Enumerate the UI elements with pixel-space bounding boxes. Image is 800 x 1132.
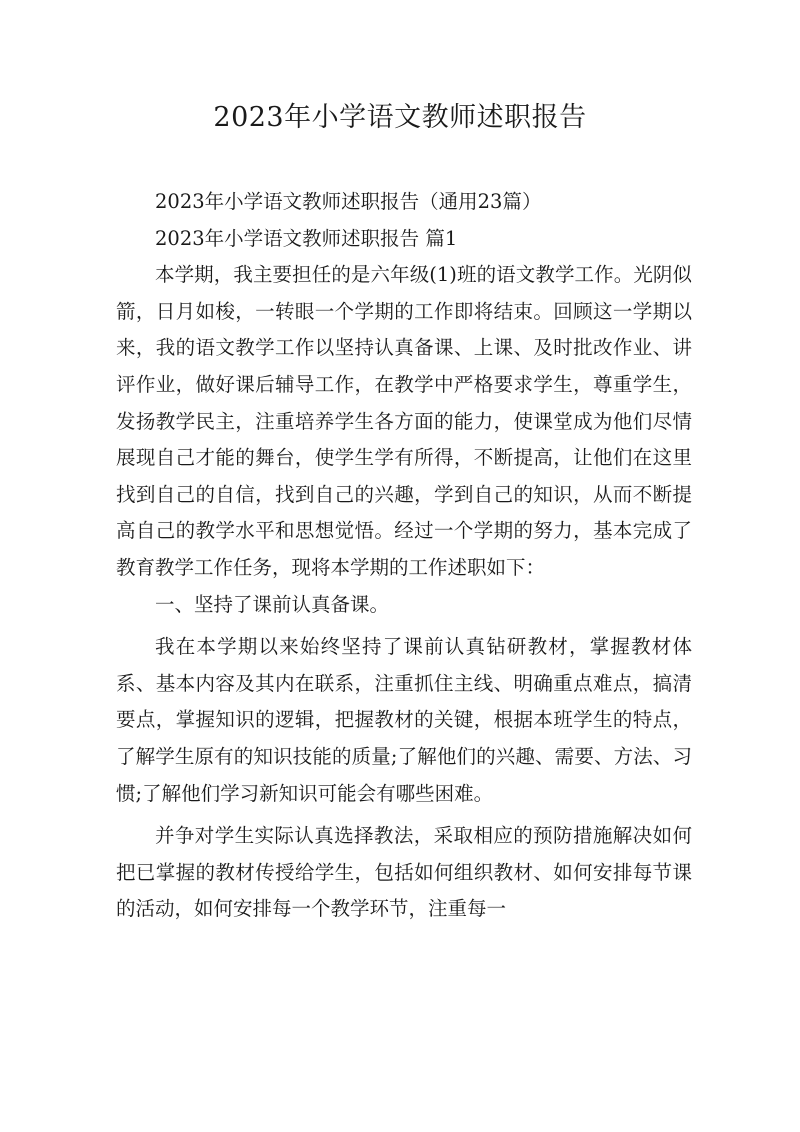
paragraph-point-one-heading: 一、坚持了课前认真备课。 — [155, 592, 390, 616]
paragraph-point-one-body: 我在本学期以来始终坚持了课前认真钻研教材，掌握教材体系、基本内容及其内在联系，注重抓住主线、明确重点难点，搞清要点，掌握知识的逻辑，把握教材的关键，根据本班学生的特点，了解学生原有的知识技能的质量;了解他们的兴趣、需要、方法、习惯;了解他们学习新知识可能会有哪些困难。 — [116, 635, 692, 805]
document-title: 2023年小学语文教师述职报告 — [213, 102, 587, 133]
document-body — [116, 184, 692, 928]
paragraph-continuation: 并争对学生实际认真选择教法，采取相应的预防措施解决如何把已掌握的教材传授给学生，包括如何组织教材、如何安排每节课的活动，如何安排每一个教学环节，注重每一 — [116, 824, 692, 921]
paragraph-section-heading: 2023年小学语文教师述职报告 篇1 — [155, 226, 458, 250]
paragraph-intro: 本学期，我主要担任的是六年级(1)班的语文教学工作。光阴似箭，日月如梭，一转眼一个学期的工作即将结束。回顾这一学期以来，我的语文教学工作以坚持认真备课、上课、及时批改作业、讲评作业，做好课后辅导工作，在教学中严格要求学生，尊重学生，发扬教学民主，注重培养学生各方面的能力，使课堂成为他们尽情展现自己才能的舞台，使学生学有所得，不断提高，让他们在这里找到自己的自信，找到自己的兴趣，学到自己的知识，从而不断提高自己的教学水平和思想觉悟。经过一个学期的努力，基本完成了教育教学工作任务，现将本学期的工作述职如下： — [116, 263, 692, 579]
paragraph-subtitle: 2023年小学语文教师述职报告（通用23篇） — [155, 190, 542, 213]
